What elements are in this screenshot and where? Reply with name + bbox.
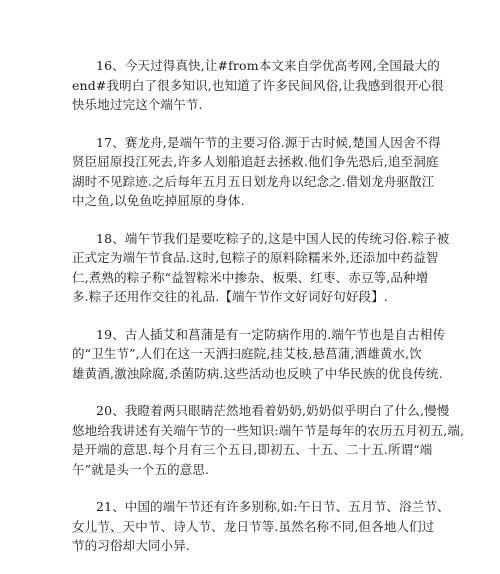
paragraph-line: 湖时不见踪迹.之后每年五月五日划龙舟以纪念之.借划龙舟驱散江 <box>72 173 435 189</box>
paragraph-line: 17、赛龙舟,是端午节的主要习俗.源于古时候,楚国人因舍不得 <box>96 134 441 150</box>
paragraph-20 <box>72 401 465 479</box>
paragraph-line: 仁,煮熟的粽子称“益智粽米中掺杂、板栗、红枣、赤豆等,品种增 <box>72 269 429 285</box>
document-body <box>72 56 465 574</box>
paragraph-line: 悠地给我讲述有关端午节的一些知识:端午节是每年的农历五月初五,端, <box>72 422 465 438</box>
paragraph-line: 女儿节、天中节、诗人节、龙日节等.虽然名称不同,但各地人们过 <box>72 518 435 534</box>
paragraph-line: 快乐地过完这个端午节. <box>72 97 203 112</box>
paragraph-line: 贤臣屈原投江死去,许多人划船追赶去拯救.他们争先恐后,追至洞庭 <box>72 154 439 169</box>
paragraph-line: 20、我瞪着两只眼睛茫然地看着奶奶,奶奶似乎明白了什么,慢慢 <box>96 403 450 418</box>
paragraph-line: 18、端午节我们是要吃粽子的,这是中国人民的传统习俗.粽子被 <box>96 230 450 246</box>
paragraph-line: 正式定为端午节食品.这时,包粽子的原料除糯米外,还添加中药益智 <box>72 250 439 265</box>
paragraph-line: 21、中国的端午节还有许多别称,如:午日节、五月节、浴兰节、 <box>96 499 450 514</box>
paragraph-line: 节的习俗却大同小异. <box>72 538 190 553</box>
paragraph-line: 多.粽子还用作交往的礼品.【端午节作文好词好句好段】. <box>72 289 388 304</box>
dotted-divider <box>72 542 124 543</box>
paragraph-21 <box>72 497 450 556</box>
dotted-divider <box>72 532 124 533</box>
paragraph-line: 中之鱼,以免鱼吃掉屈原的身体. <box>72 193 245 208</box>
footer-dotted-rule <box>72 532 124 544</box>
paragraph-17 <box>72 133 441 211</box>
paragraph-line: 是开端的意思.每个月有三个五日,即初五、十五、二十五.所谓“端 <box>72 442 433 457</box>
paragraph-19 <box>72 325 446 384</box>
paragraph-line: 16、今天过得真快,让#from本文来自学优高考网,全国最大的 <box>96 58 440 73</box>
paragraph-line: 19、古人插艾和菖蒲是有一定防病作用的.端午节也是自古相传 <box>96 326 446 342</box>
paragraph-line: 的“卫生节”,人们在这一天洒扫庭院,挂艾枝,悬菖蒲,洒雄黄水,饮 <box>72 346 422 361</box>
paragraph-16 <box>72 56 444 115</box>
paragraph-line: 午”就是头一个五的意思. <box>72 461 210 477</box>
paragraph-line: 雄黄酒,激浊除腐,杀菌防病.这些活动也反映了中华民族的优良传统. <box>72 365 443 381</box>
paragraph-18 <box>72 229 450 307</box>
paragraph-line: end#我明白了很多知识,也知道了许多民间风俗,让我感到很开心很 <box>72 77 444 93</box>
